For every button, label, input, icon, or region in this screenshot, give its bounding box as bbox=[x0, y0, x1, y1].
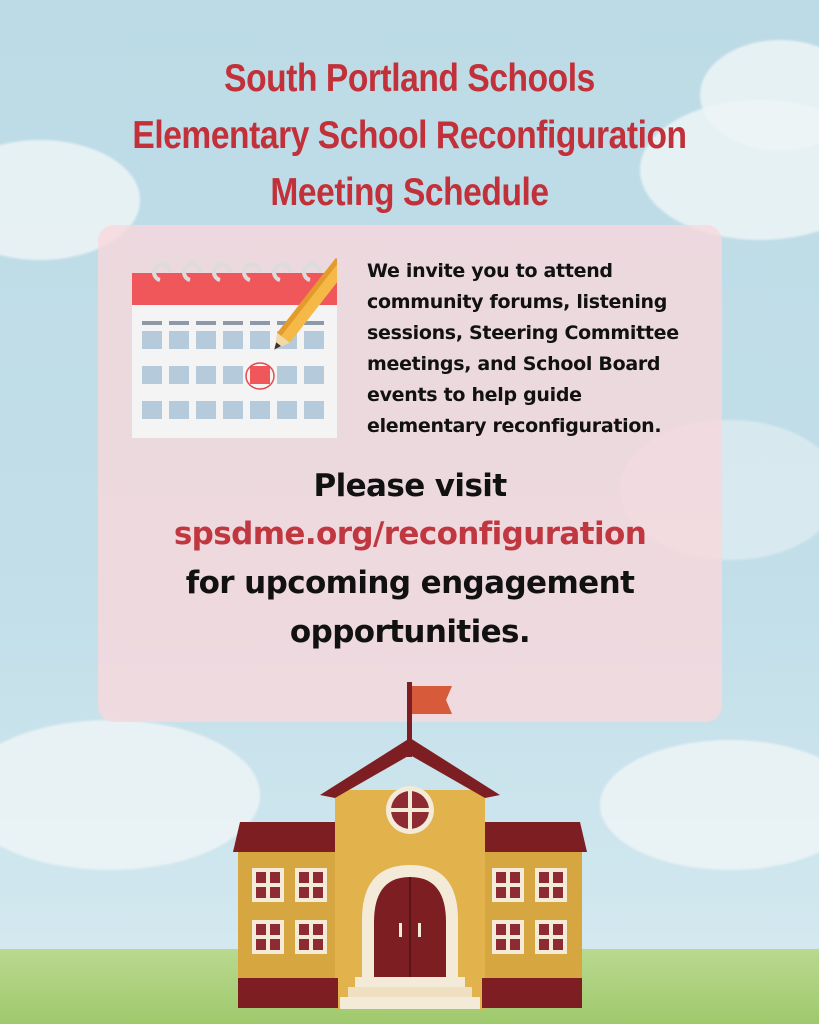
intro-line: community forums, listening bbox=[367, 291, 668, 313]
intro-line: elementary reconfiguration. bbox=[367, 415, 662, 437]
flag-icon bbox=[412, 686, 452, 714]
title-line-2: Elementary School Reconfiguration bbox=[132, 114, 687, 157]
cta-line-4: opportunities. bbox=[289, 614, 531, 650]
title-line-1: South Portland Schools bbox=[224, 57, 595, 100]
intro-line: events to help guide bbox=[367, 384, 582, 406]
title-line-3: Meeting Schedule bbox=[270, 171, 549, 214]
cta-line-1: Please visit bbox=[313, 468, 507, 504]
cta-line-3: for upcoming engagement bbox=[185, 565, 635, 601]
intro-line: sessions, Steering Committee bbox=[367, 322, 679, 344]
reconfiguration-link[interactable]: spsdme.org/reconfiguration bbox=[173, 516, 647, 552]
school-building-icon bbox=[230, 680, 590, 1015]
intro-text bbox=[367, 256, 707, 442]
page-title bbox=[57, 50, 761, 221]
calendar-icon bbox=[132, 258, 337, 438]
intro-line: meetings, and School Board bbox=[367, 353, 661, 375]
intro-line: We invite you to attend bbox=[367, 260, 613, 282]
